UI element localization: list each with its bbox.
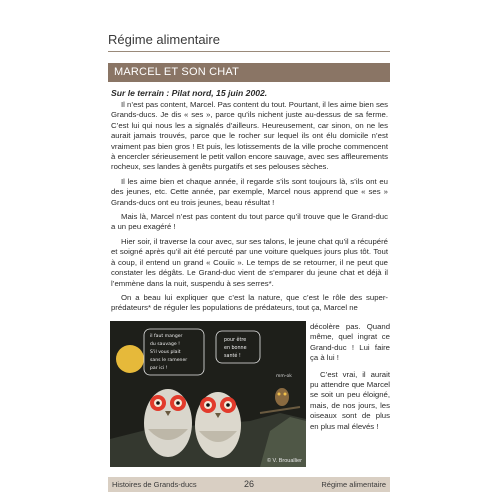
chapter-banner: MARCEL ET SON CHAT [108,63,390,82]
page-footer [108,477,390,492]
footer-chapter: Régime alimentaire [321,480,386,489]
illustration-credit: © V. Brouallier [266,458,302,464]
paragraph: C’est vrai, il aurait pu attendre que Marcel se soit un peu éloigné, mais, de nos jours, les oiseaux sont de plus en plus mal élevés ! [310,369,390,431]
owl-right-icon [195,392,241,458]
paragraph: Il les aime bien et chaque année, il regarde s’ils sont toujours là, s’ils ont eu des jeunes, etc. Cette année, par exemple, Marcel nous apprend que « ses » Grands-ducs ont eu trois jeunes, beau résultat ! [111,176,388,207]
story-body [111,100,388,314]
moon-icon [116,345,144,373]
owl-left-icon [144,389,192,457]
svg-text:il faut manger du sa: il faut manger du sauvage ! S'il vous plait sans le ramener par ici ! [150,334,188,371]
paragraph: décolère pas. Quand même, quel ingrat ce Grand-duc ! Lui faire ça à lui ! [310,322,390,363]
footer-book-title: Histoires de Grands-ducs [112,480,197,489]
paragraph: Hier soir, il traverse la cour avec, sur ses talons, le jeune chat qu’il a récupéré et soigné après qu’il ait été percuté par une voiture quelques jours plus tôt. Tout à coup, il entend un grand « Couiic ». Le temps de se retourner, il ne peut que constater les dégâts. Le Grand-duc vient de s’emparer du jeune chat et déjà il l’emmène dans la nuit, suspendu à ses serres*. [111,236,388,288]
small-owl-icon [275,388,289,406]
small-owl-label: mm-ok [276,374,292,379]
paragraph: Il n’est pas content, Marcel. Pas content du tout. Pourtant, il les aime bien ses Grands-ducs. Je dis « ses », parce qu’ils nichent juste au-dessus de sa ferme. C’est lui qui nous les a signalés d’ailleurs. Heureusement, car sinon, on ne les aurait jamais trouvés, parce que le rocher sur lequel ils ont élu domicile n’est vraiment pas bien gros ! Et puis, les lotissements de la ville proche commencent à encercler sérieusement le petit vallon encore sauvage, avec ses affleurements rocheux, ses landes à genêts purgatifs et ses pelouses sèches. [111,100,388,172]
paragraph: On a beau lui expliquer que c’est la nature, que c’est le rôle des super-prédateurs* de réguler les populations de prédateurs, tout ça, Marcel ne [111,292,388,313]
paragraph: Mais là, Marcel n’est pas content du tout parce qu’il trouve que le Grand-duc a un peu exagéré ! [111,212,388,232]
page-number: 26 [243,479,254,489]
field-subtitle: Sur le terrain : Pilat nord, 15 juin 2002. [111,88,268,98]
section-title: Régime alimentaire [108,32,220,47]
owl-drawing [110,321,306,467]
story-body-wrap [310,322,390,432]
svg-text:pour être en bonne: pour être en bonne santé ! [224,338,247,359]
owl-illustration [110,321,306,467]
section-divider [108,51,390,52]
